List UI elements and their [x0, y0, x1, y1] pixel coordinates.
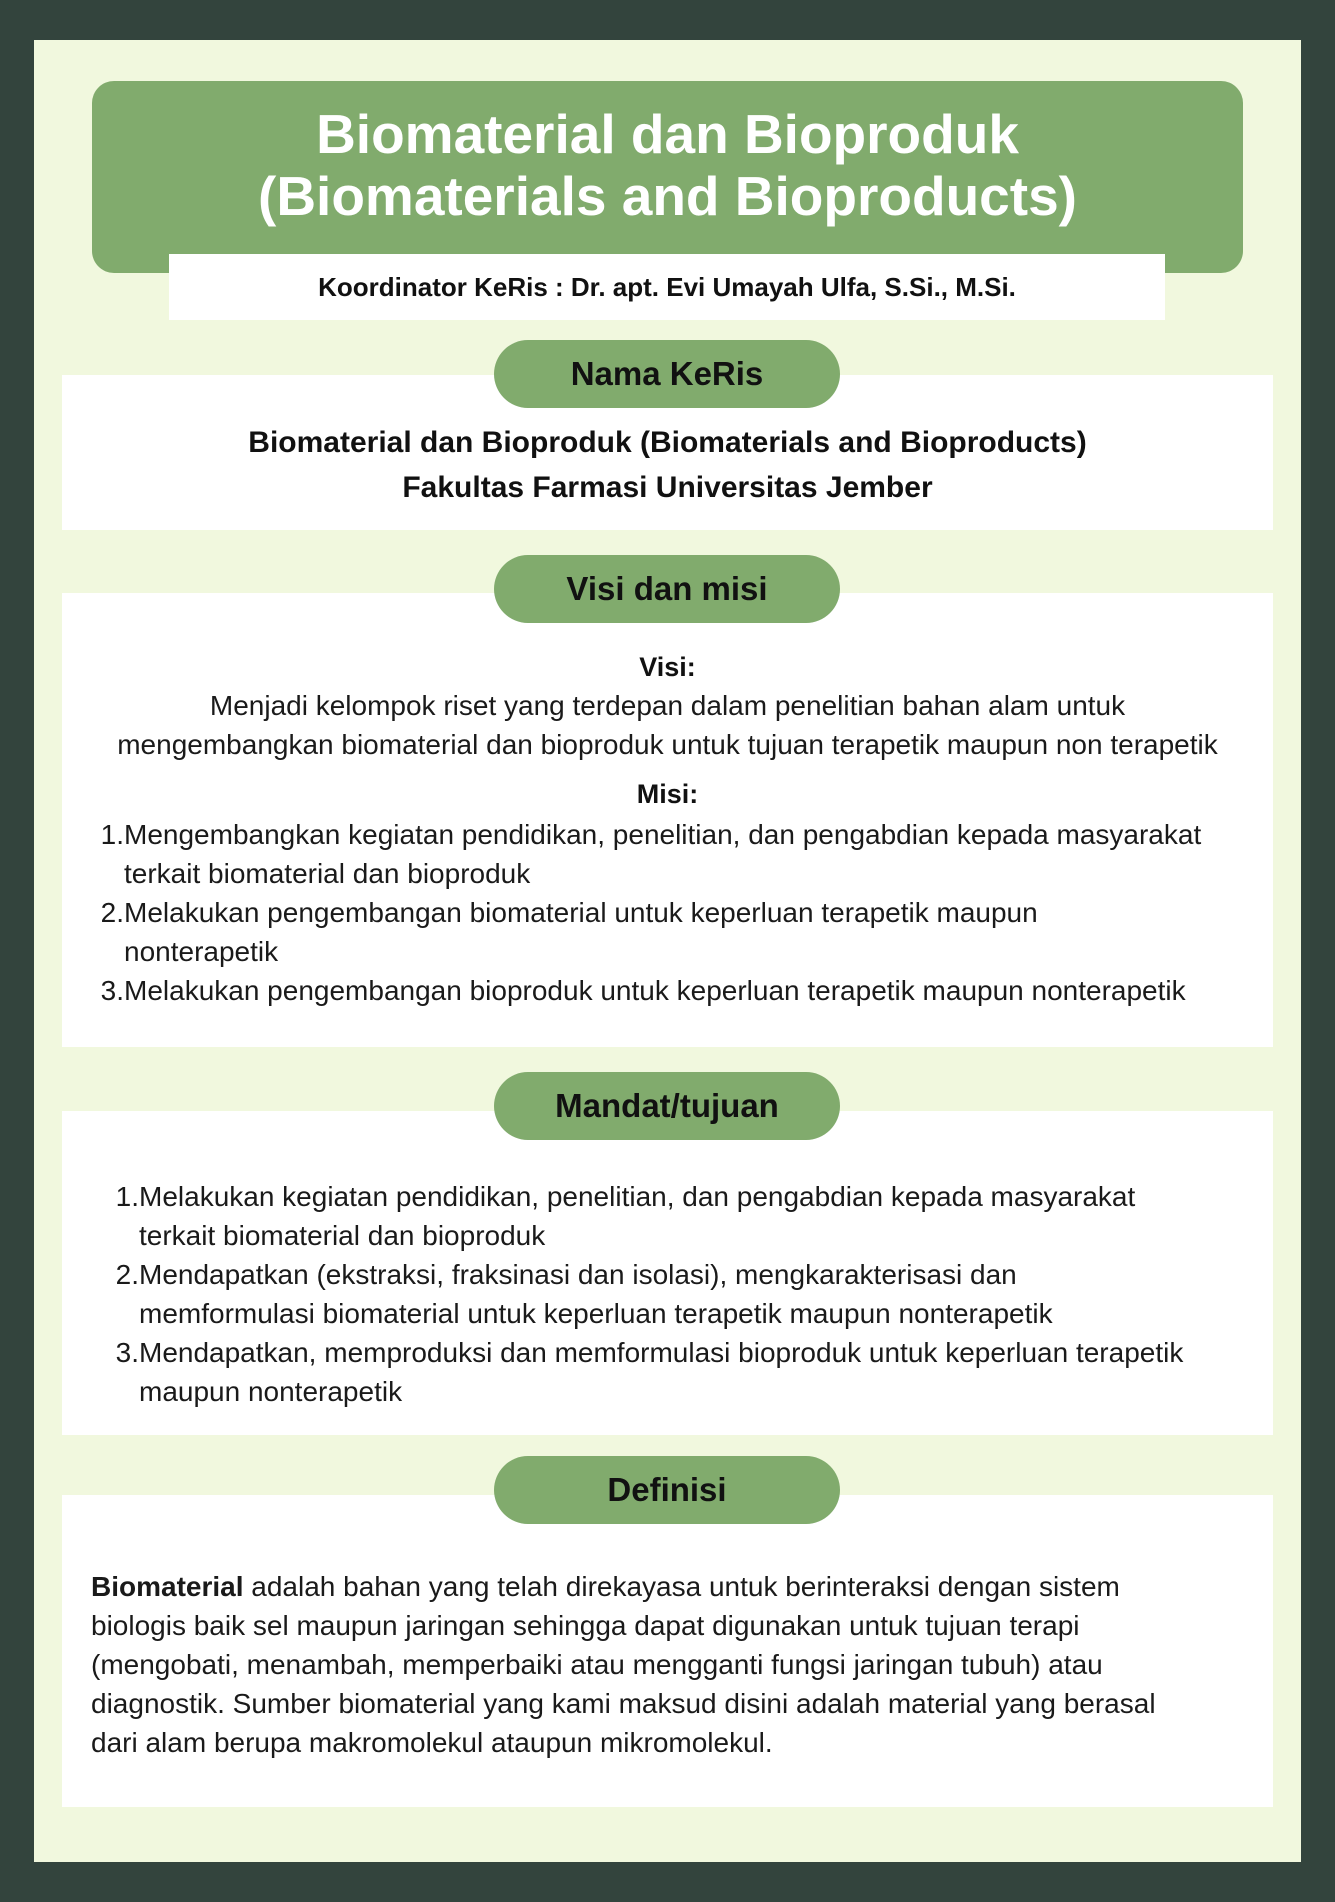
visi-text-line-1: Menjadi kelompok riset yang terdepan dalam penelitian bahan alam untuk [209, 690, 1126, 721]
list-item [107, 1255, 1253, 1333]
visi-label: Visi: [639, 652, 696, 682]
title-banner [92, 81, 1243, 273]
list-item [92, 815, 1253, 893]
list-text: terkait biomaterial dan bioproduk [124, 858, 531, 889]
list-text: Melakukan pengembangan biomaterial untuk keperluan terapetik maupun [124, 897, 1038, 928]
section-heading-visi-misi: Visi dan misi [494, 555, 840, 623]
definisi-card [62, 1495, 1273, 1807]
visi-misi-card [62, 593, 1273, 1047]
list-number: 2. [100, 897, 124, 928]
coordinator-label: Koordinator KeRis : Dr. apt. Evi Umayah Ulfa, S.Si., M.Si. [169, 254, 1165, 320]
list-number: 2. [115, 1259, 139, 1290]
list-number: 1. [100, 819, 124, 850]
list-item [92, 893, 1253, 971]
list-number: 3. [100, 975, 124, 1006]
list-text: terkait biomaterial dan bioproduk [139, 1220, 546, 1251]
title-line-2: (Biomaterials and Bioproducts) [258, 165, 1077, 227]
list-item [92, 971, 1253, 1010]
keris-name-line: Biomaterial dan Bioproduk (Biomaterials and Bioproducts) [248, 426, 1087, 459]
list-text: Mendapatkan (ekstraksi, fraksinasi dan isolasi), mengkarakterisasi dan [139, 1259, 1017, 1290]
list-number: 1. [115, 1181, 139, 1212]
list-text: nonterapetik [124, 936, 279, 967]
faculty-line: Fakultas Farmasi Universitas Jember [402, 471, 933, 504]
misi-list [92, 815, 1253, 1010]
list-number: 3. [115, 1337, 139, 1368]
definisi-text: dari alam berupa makromolekul ataupun mikromolekul. [91, 1727, 773, 1758]
section-heading-definisi: Definisi [494, 1456, 840, 1524]
poster-page [34, 40, 1301, 1862]
mandat-list [107, 1177, 1253, 1411]
title-line-1: Biomaterial dan Bioproduk [316, 103, 1019, 165]
definisi-paragraph [91, 1567, 1253, 1762]
mandat-card [62, 1111, 1273, 1435]
list-text: Mengembangkan kegiatan pendidikan, penelitian, dan pengabdian kepada masyarakat [124, 819, 1202, 850]
section-heading-nama-keris: Nama KeRis [494, 340, 840, 408]
list-text: Melakukan pengembangan bioproduk untuk keperluan terapetik maupun nonterapetik [124, 975, 1186, 1006]
list-text: Mendapatkan, memproduksi dan memformulasi bioproduk untuk keperluan terapetik [139, 1337, 1184, 1368]
definisi-term: Biomaterial [91, 1571, 244, 1602]
definisi-text: diagnostik. Sumber biomaterial yang kami maksud disini adalah material yang berasal [91, 1688, 1156, 1719]
list-item [107, 1177, 1253, 1255]
list-text: maupun nonterapetik [139, 1376, 403, 1407]
list-item [107, 1333, 1253, 1411]
definisi-text: adalah bahan yang telah direkayasa untuk berinteraksi dengan sistem [243, 1571, 1120, 1602]
definisi-text: biologis baik sel maupun jaringan sehingga dapat digunakan untuk tujuan terapi [91, 1610, 1080, 1641]
definisi-text: (mengobati, menambah, memperbaiki atau mengganti fungsi jaringan tubuh) atau [91, 1649, 1103, 1680]
misi-label: Misi: [636, 779, 699, 809]
visi-text-line-2: mengembangkan biomaterial dan bioproduk untuk tujuan terapetik maupun non terapetik [117, 729, 1218, 760]
list-text: Melakukan kegiatan pendidikan, penelitian, dan pengabdian kepada masyarakat [139, 1181, 1136, 1212]
section-heading-mandat: Mandat/tujuan [494, 1072, 840, 1140]
list-text: memformulasi biomaterial untuk keperluan terapetik maupun nonterapetik [139, 1298, 1053, 1329]
